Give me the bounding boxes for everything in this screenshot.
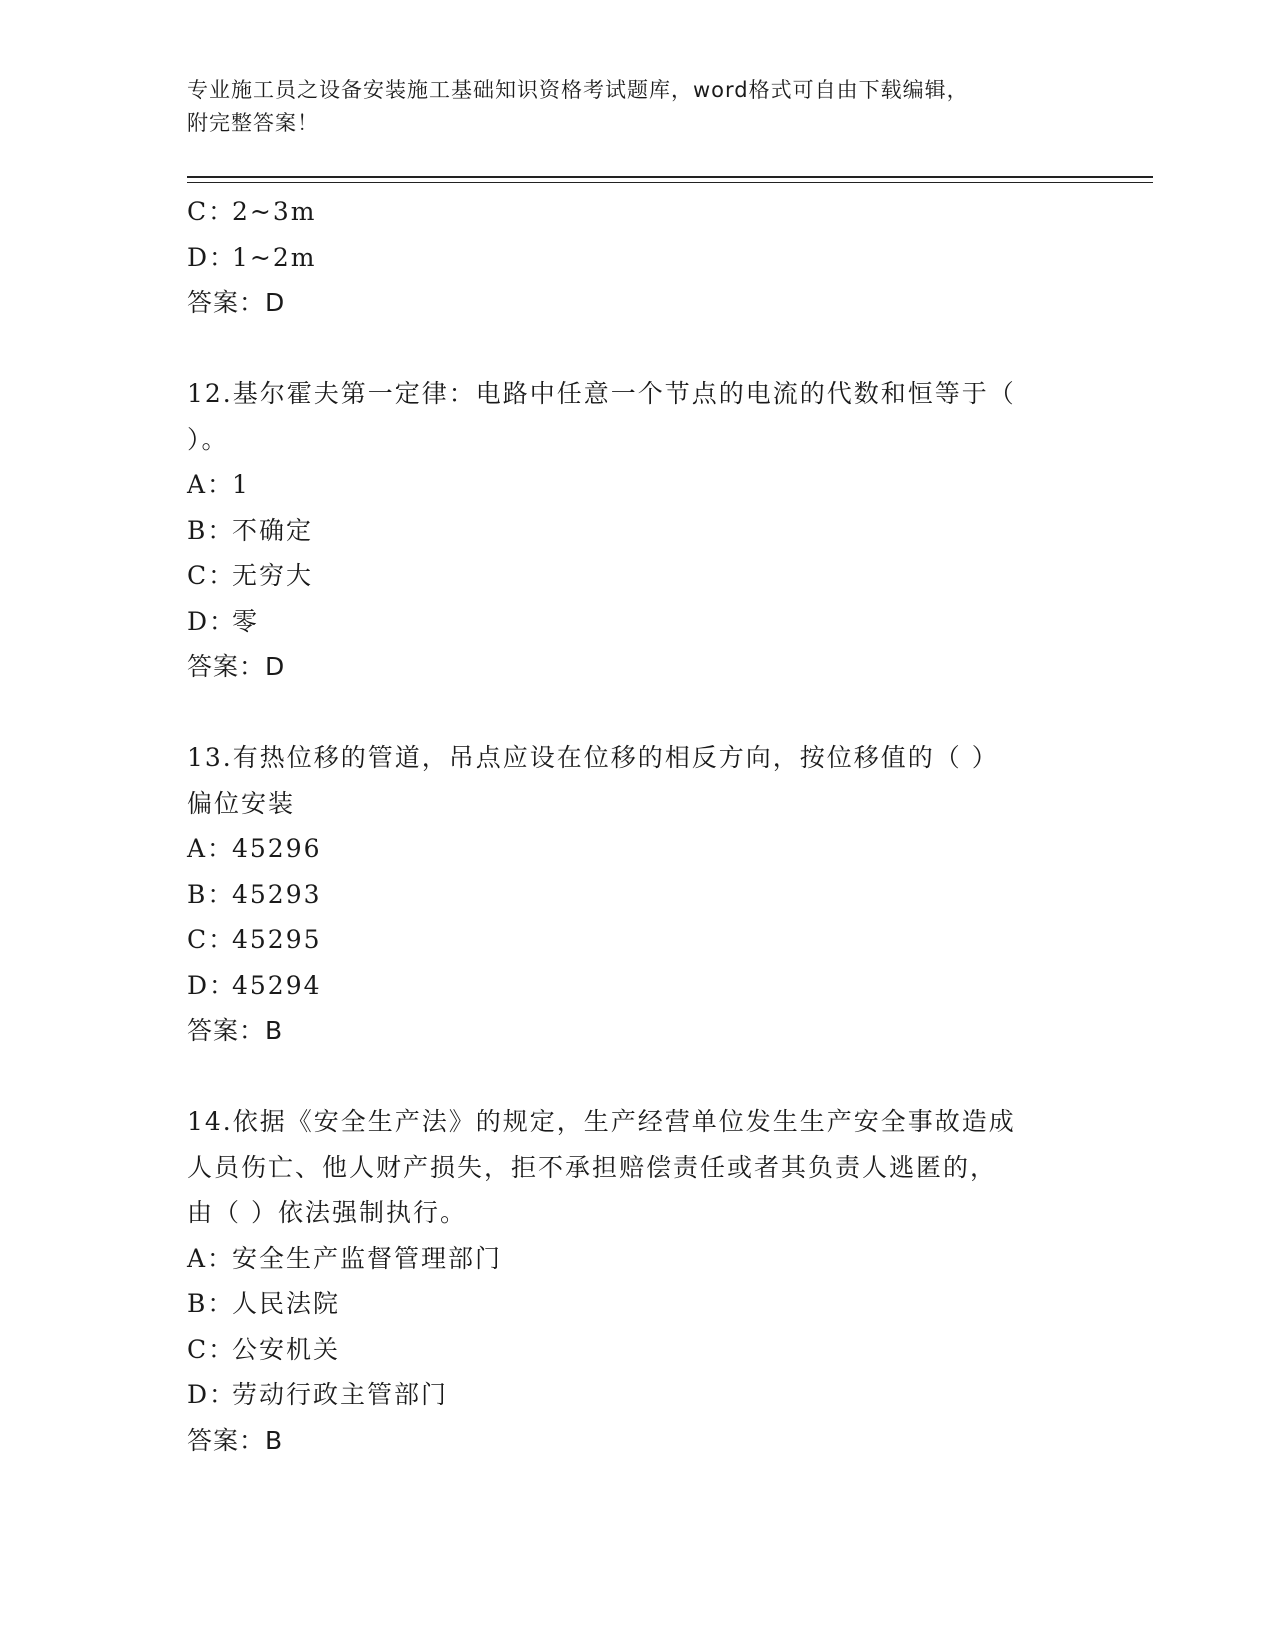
spacer [187,690,1087,736]
option-b [187,872,1087,918]
document-header [187,74,1067,140]
option-label: C： [187,925,236,954]
option-text: 人民法院 [232,1289,341,1318]
option-c [187,553,1087,599]
option-d [187,963,1087,1009]
option-text: 零 [232,606,260,636]
question-stem-line: 由（ ）依法强制执行。 [187,1198,467,1227]
option-b [187,508,1087,554]
option-text: 45296 [232,834,322,863]
option-text: 安全生产监督管理部门 [232,1243,503,1273]
question-content [187,189,1087,1463]
answer-line: 答案：D [187,652,286,681]
header-rule-thick [187,176,1153,178]
option-label: D： [187,970,237,1000]
option-text: 不确定 [232,515,314,545]
option-b [187,1281,1087,1327]
header-rule-thin [187,182,1153,183]
option-label: B： [187,515,235,545]
answer-line: 答案：B [187,1425,284,1455]
option-c [187,189,1087,235]
option-text: 2~3m [232,197,317,226]
spacer [187,326,1087,372]
option-text: 无穷大 [232,561,314,590]
option-a [187,1236,1087,1282]
option-label: A： [187,1243,235,1273]
option-text: 45293 [232,879,322,909]
option-label: B： [187,879,235,909]
question-stem-line: 14.依据《安全生产法》的规定，生产经营单位发生生产安全事故造成 [187,1107,1016,1136]
option-label: C： [187,197,236,226]
option-text: 45295 [232,925,322,954]
option-label: A： [187,834,235,863]
header-line-1: 专业施工员之设备安装施工基础知识资格考试题库，word格式可自由下载编辑， [187,78,969,102]
option-a [187,462,1087,508]
option-c [187,1327,1087,1373]
option-label: C： [187,561,236,590]
option-a [187,826,1087,872]
question-stem-line: 偏位安装 [187,788,296,818]
header-line-2: 附完整答案！ [187,111,319,135]
option-text: 1~2m [232,242,317,272]
option-d [187,599,1087,645]
option-d [187,1372,1087,1418]
answer-line: 答案：D [187,288,286,317]
partial-question [187,189,1087,326]
question-13 [187,735,1087,1054]
option-text: 1 [232,470,250,499]
answer-line: 答案：B [187,1016,284,1045]
option-label: D： [187,1380,237,1409]
option-text: 公安机关 [232,1334,341,1364]
question-stem-line: 13.有热位移的管道，吊点应设在位移的相反方向，按位移值的（ ） [187,743,999,772]
question-stem-line: 12.基尔霍夫第一定律：电路中任意一个节点的电流的代数和恒等于（ [187,379,1016,408]
question-stem-line: 人员伤亡、他人财产损失，拒不承担赔偿责任或者其负责人逃匿的， [187,1152,998,1182]
option-label: C： [187,1334,236,1364]
option-text: 45294 [232,970,322,1000]
option-d [187,235,1087,281]
option-label: B： [187,1289,235,1318]
spacer [187,1054,1087,1100]
question-14 [187,1099,1087,1463]
option-text: 劳动行政主管部门 [232,1380,449,1409]
option-c [187,917,1087,963]
question-12 [187,371,1087,690]
question-stem-line: ）。 [187,424,229,454]
option-label: D： [187,242,237,272]
option-label: A： [187,470,235,499]
option-label: D： [187,606,237,636]
